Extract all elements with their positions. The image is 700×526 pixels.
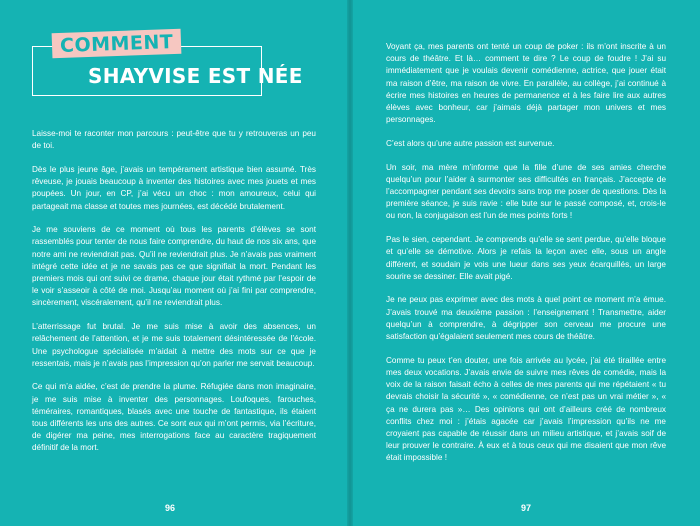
left-page-text <box>32 128 316 466</box>
right-page-text <box>386 41 666 476</box>
paragraph: Pas le sien, cependant. Je comprends qu’elle se sent perdue, qu’elle bloque et qu’elle se démotive. Alors je refais la leçon avec elle, sous un angle différent, et soudain je vois une lueur dans ses yeux écarquillés, un large sourire se dessiner. Elle avait pigé. <box>386 235 666 281</box>
paragraph: Dès le plus jeune âge, j’avais un tempérament artistique bien assumé. Très rêveuse, je jouais beaucoup à inventer des histoires avec mes jouets et mes poupées. Un jour, en CP, j’ai vécu un choc : mon amoureux, celui qui partageait ma classe et toutes mes journées, est décédé brutalement. <box>32 164 316 211</box>
chapter-title: SHAYVISE EST NÉE <box>88 64 303 88</box>
paragraph: Ce qui m’a aidée, c’est de prendre la plume. Réfugiée dans mon imaginaire, je me suis mise à inventer des personnages. Loufoques, farouches, téméraires, romantiques, blasés avec une touche de fantastique, ils étaient tous différents les uns des autres. Ce sont eux qui m’ont permis, via l’écriture, de digérer ma peine, mes interrogations face au caractère tragiquement définitif de la mort. <box>32 382 316 453</box>
paragraph: L’atterrissage fut brutal. Je me suis mise à avoir des absences, un relâchement de l’attention, et je me suis totalement désintéressée de l’école. Une psychologue spécialisée m’aidait à mettre des mots sur ce que je ressentais, mais je n’avais pas l’impression qu’on parler me servait beaucoup. <box>32 322 316 368</box>
paragraph: Voyant ça, mes parents ont tenté un coup de poker : ils m’ont inscrite à un cours de théâtre. Et là… comment te dire ? Le coup de foudre ! J’ai su immédiatement que je voulais devenir comédienne, actrice, que jouer était ma raison d’être, ma raison de vivre. En parallèle, au collège, j’ai continué à écrire mes histoires en heures de permanence et à les faire lire aux autres élèves avec bonheur, car j’aimais déjà partager mon univers et mes personnages. <box>386 42 666 125</box>
right-page <box>350 0 700 526</box>
paragraph: Je ne peux pas exprimer avec des mots à quel point ce moment m’a émue. J’avais trouvé ma deuxième passion : l’enseignement ! Transmettre, aider quelqu’un à comprendre, à dégripper son cerveau me procure une satisfaction qu’égalaient seulement mes cours de théâtre. <box>386 295 666 342</box>
page-number: 96 <box>165 503 176 513</box>
paragraph: Comme tu peux t’en douter, une fois arrivée au lycée, j’ai été tiraillée entre mes deux vocations. J’avais envie de suivre mes rêves de comédie, mais la voix de la raison faisait écho à celles de mes parents qui me répétaient « tu devrais choisir la sécurité », « comédienne, ce n’est pas un vrai métier », « ça ne durera pas »… Des opinions qui ont d’ailleurs créé de nombreux conflits chez moi : j’étais agacée car j’avais l’impression qu’ils ne me croyaient pas capable de réussir dans un milieu artistique, et j’avais soif de leur prouver le contraire. À eux et à tous ceux qui me disaient que mon rêve était impossible ! <box>386 355 666 463</box>
paragraph: Un soir, ma mère m’informe que la fille d’une de ses amies cherche quelqu’un pour l’aider à surmonter ses difficultés en français. J’accepte de l’accompagner pendant ses devoirs sans trop me poser de questions. Dès la première séance, je suis ravie : elle bute sur le passé composé, et, crois-le ou non, la conjugaison est l’un de mes points forts ! <box>386 162 666 221</box>
chapter-title-tag: COMMENT <box>52 29 182 58</box>
page-number: 97 <box>521 503 532 513</box>
paragraph: C’est alors qu’une autre passion est survenue. <box>386 138 555 148</box>
paragraph: Laisse-moi te raconter mon parcours : peut-être que tu y retrouveras un peu de toi. <box>32 129 316 151</box>
paragraph: Je me souviens de ce moment où tous les parents d’élèves se sont rassemblés pour tenter de nous faire comprendre, du haut de nos six ans, que notre ami ne reviendrait pas. Qu’il ne reviendrait plus. Je n’avais pas vraiment intégré cette idée et je ne savais pas ce que signifiait la mort. Pendant les premiers mois qui ont suivi ce drame, chaque jour était rythmé par l’espoir de le voir s’asseoir à côté de moi. Jusqu’au moment où j’ai fini par comprendre, sincèrement, viscéralement, qu’il ne reviendrait plus. <box>32 225 316 308</box>
